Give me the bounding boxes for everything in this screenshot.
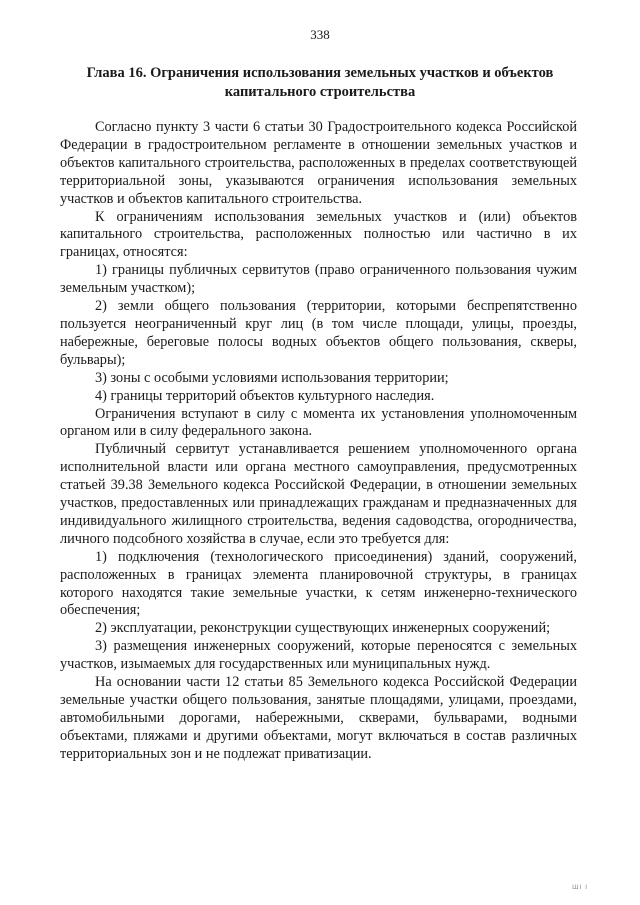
list-item-operation: 2) эксплуатации, реконструкции существующих инженерных сооружений;	[95, 620, 551, 637]
paragraph-restrictions-effect: Ограничения вступают в силу с момента их установления уполномоченным органом или в силу федерального закона.	[60, 405, 577, 440]
paragraph-intro: Согласно пункту 3 части 6 статьи 30 Градостроительного кодекса Российской Федерации в градостроительном регламенте в отношении земельных участков и объектов капитального строительства, расположенных в пределах соответствующей территориальной зоны, указываются ограничения использования земельных участков и объектов капитального строительства.	[60, 119, 577, 207]
list-item-relocation: 3) размещения инженерных сооружений, которые переносятся с земельных участков, изымаемых для государственных или муниципальных нужд.	[60, 638, 577, 673]
list-item-common-lands: 2) земли общего пользования (территории, которыми беспрепятственно пользуется неограниченный круг лиц (в том числе площади, улицы, проезды, набережные, береговые полосы водных объектов общего пользования, скверы, бульвары);	[60, 298, 577, 368]
chapter-title: Глава 16. Ограничения использования земельных участков и объектов капитального строительства	[86, 65, 554, 100]
document-body	[60, 119, 577, 764]
list-item-heritage-sites: 4) границы территорий объектов культурного наследия.	[95, 387, 435, 404]
paragraph-public-easement: Публичный сервитут устанавливается решением уполномоченного органа исполнительной власти или органа местного самоуправления, предусмотренных статьей 39.38 Земельного кодекса Российской Федерации, в отношении земельных участков, предоставленных или принадлежащих гражданам и предназначенных для индивидуального жилищного строительства, ведения садоводства, огородничества, личного подсобного хозяйства в случае, если это требуется для:	[60, 441, 577, 547]
list-item-special-zones: 3) зоны с особыми условиями использования территории;	[95, 369, 449, 386]
paragraph-land-code: На основании части 12 статьи 85 Земельного кодекса Российской Федерации земельные участки общего пользования, занятые площадями, улицами, проездами, автомобильными дорогами, набережными, скверами, бульварами, водными объектами, пляжами и другими объектами, могут включаться в состав различных территориальных зон и не подлежат приватизации.	[60, 674, 577, 762]
paragraph-restrictions-lead: К ограничениям использования земельных участков и (или) объектов капитального строительства, расположенных полностью или частично в их границах, относятся:	[60, 208, 577, 261]
footer-mark: ШІ І	[572, 884, 588, 891]
list-item-connection: 1) подключения (технологического присоединения) зданий, сооружений, расположенных в границах элемента планировочной структуры, в границах которого находятся такие земельные участки, к сетям инженерно-технического обеспечения;	[60, 548, 577, 619]
page-number: 338	[310, 27, 330, 42]
list-item-public-easements: 1) границы публичных сервитутов (право ограниченного пользования чужим земельным участком);	[60, 262, 577, 297]
